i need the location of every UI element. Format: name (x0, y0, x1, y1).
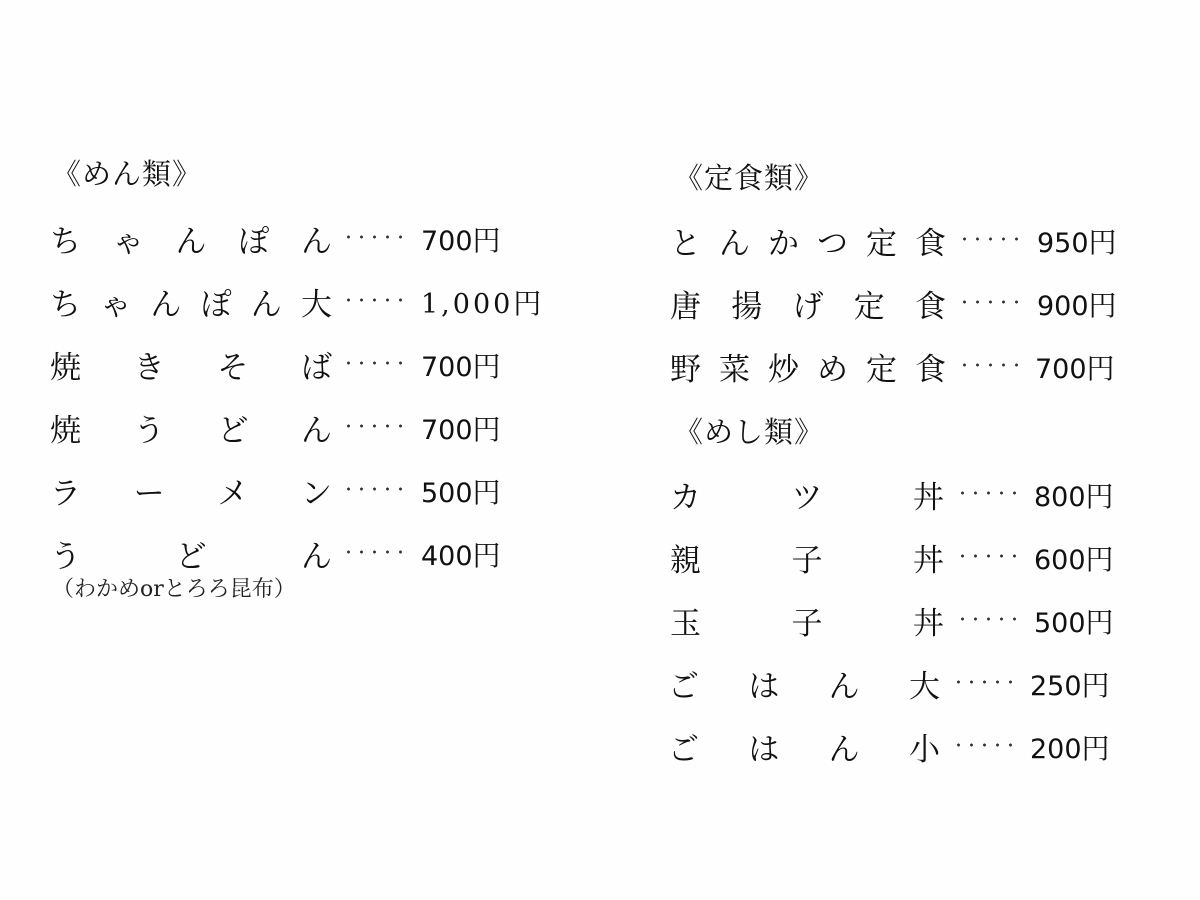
name-char: ん (175, 224, 207, 260)
dot-leader (342, 298, 408, 302)
menu-item-name (670, 598, 944, 643)
dot-leader (958, 363, 1024, 367)
name-char: は (748, 669, 780, 705)
meshi-section-heading: 《めし類》 (674, 415, 825, 449)
menu-item-price: 1,000円 (421, 287, 542, 320)
name-char: 大 (908, 669, 940, 705)
name-char: 焼 (50, 413, 81, 449)
menu-item-name (50, 531, 332, 576)
menu-item-name (50, 216, 332, 261)
name-char: ん (301, 224, 332, 260)
name-char: 小 (908, 732, 940, 768)
name-char: ん (719, 226, 750, 262)
menu-item-name (50, 405, 332, 450)
name-char: メ (217, 476, 249, 512)
name-char: ど (217, 413, 249, 449)
menu-item-name (670, 281, 946, 326)
name-char: ん (300, 413, 332, 449)
name-char: 唐 (670, 289, 701, 325)
dot-leader (342, 361, 408, 365)
name-char: ン (300, 476, 332, 512)
teishoku-section-heading: 《定食類》 (674, 161, 825, 195)
name-char: ゃ (100, 287, 132, 323)
menu-item-name (670, 535, 944, 580)
menu-item-name (670, 344, 946, 389)
name-char: 食 (915, 352, 946, 388)
name-char: 定 (853, 289, 885, 325)
menu-item-price: 900円 (1037, 289, 1117, 322)
dot-leader (958, 237, 1024, 241)
dot-leader (342, 424, 408, 428)
name-char: き (133, 350, 165, 386)
name-char: 定 (866, 352, 897, 388)
dot-leader (956, 554, 1022, 558)
dot-leader (342, 235, 408, 239)
name-char: 炒 (768, 352, 799, 388)
udon-topping-note: （わかめorとろろ昆布） (52, 577, 296, 602)
menu-item-price: 250円 (1030, 669, 1110, 702)
name-char: ん (150, 287, 182, 323)
name-char: ち (50, 287, 81, 323)
name-char: 玉 (670, 606, 701, 642)
menu-item-price: 800円 (1034, 480, 1114, 513)
menu-item-price: 950円 (1037, 226, 1117, 259)
name-char: 丼 (913, 480, 944, 516)
name-char: う (50, 539, 81, 575)
dot-leader (342, 487, 408, 491)
name-char: ん (828, 669, 860, 705)
name-char: ど (175, 539, 207, 575)
menu-item-name (670, 472, 944, 517)
name-char: 食 (915, 226, 946, 262)
name-char: ん (828, 732, 860, 768)
menu-item-price: 500円 (421, 476, 501, 509)
name-char: 大 (300, 287, 332, 323)
menu-item-price: 500円 (1034, 606, 1114, 639)
name-char: ゃ (112, 224, 144, 260)
dot-leader (956, 617, 1022, 621)
name-char: 親 (670, 543, 701, 579)
name-char: 焼 (50, 350, 81, 386)
name-char: ば (300, 350, 332, 386)
name-char: 菜 (719, 352, 750, 388)
name-char: う (133, 413, 165, 449)
name-char: ん (301, 539, 332, 575)
name-char: 定 (866, 226, 897, 262)
dot-leader (342, 550, 408, 554)
menu-item-name (668, 661, 940, 706)
name-char: ー (133, 476, 165, 512)
menu-item-price: 200円 (1030, 732, 1110, 765)
menu-item-price: 700円 (1035, 352, 1115, 385)
menu-item-price: 700円 (421, 224, 501, 257)
name-char: 揚 (731, 289, 763, 325)
men-section-heading: 《めん類》 (52, 157, 203, 191)
name-char: 子 (791, 543, 823, 579)
menu-item-name (50, 279, 332, 324)
dot-leader (958, 300, 1024, 304)
name-char: ツ (791, 480, 823, 516)
name-char: 丼 (913, 606, 944, 642)
menu-item-price: 700円 (421, 413, 501, 446)
menu-item-name (668, 724, 940, 769)
name-char: 丼 (913, 543, 944, 579)
name-char: 食 (915, 289, 946, 325)
name-char: そ (217, 350, 249, 386)
name-char: カ (670, 480, 701, 516)
name-char: 野 (670, 352, 701, 388)
name-char: ラ (50, 476, 81, 512)
name-char: つ (817, 226, 848, 262)
dot-leader (956, 491, 1022, 495)
name-char: ぽ (200, 287, 232, 323)
name-char: げ (792, 289, 824, 325)
name-char: ご (668, 669, 699, 705)
menu-item-price: 700円 (421, 350, 501, 383)
name-char: と (670, 226, 701, 262)
name-char: 子 (791, 606, 823, 642)
name-char: ん (250, 287, 282, 323)
name-char: ぽ (238, 224, 270, 260)
menu-item-price: 400円 (421, 539, 501, 572)
menu-item-name (50, 342, 332, 387)
name-char: ご (668, 732, 699, 768)
dot-leader (952, 743, 1018, 747)
dot-leader (952, 680, 1018, 684)
menu-item-name (50, 468, 332, 513)
menu-item-price: 600円 (1034, 543, 1114, 576)
menu-item-name (670, 218, 946, 263)
name-char: め (817, 352, 848, 388)
name-char: は (748, 732, 780, 768)
name-char: ち (50, 224, 81, 260)
name-char: か (768, 226, 799, 262)
